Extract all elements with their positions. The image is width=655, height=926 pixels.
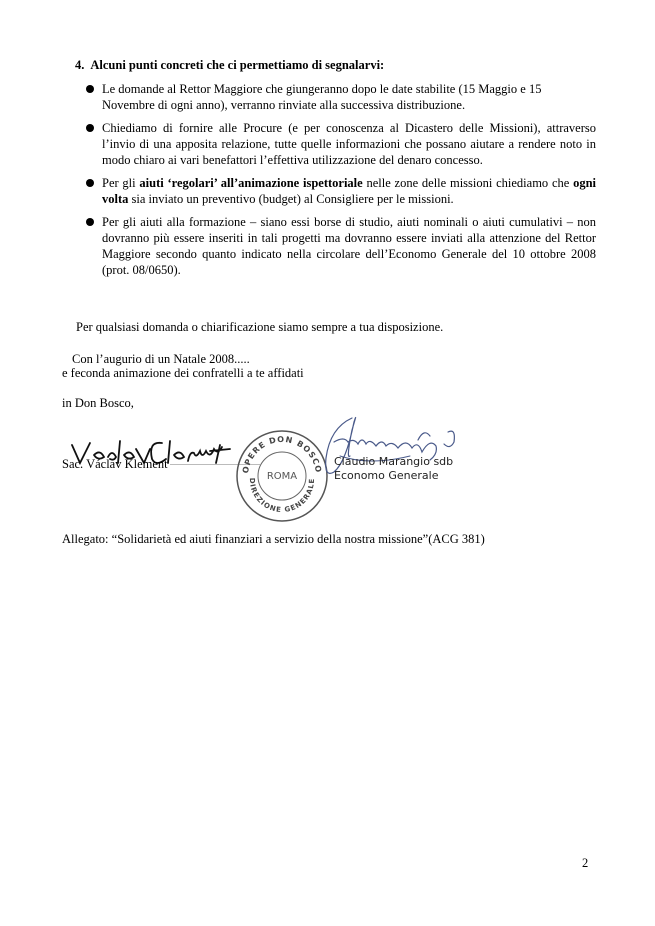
point-3-mid: nelle zone delle missioni chiediamo che [362, 176, 574, 190]
list-item [86, 81, 596, 113]
point-1-line-1: Le domande al Rettor Maggiore che giungeranno dopo le date stabilite (15 Maggio e 15 [102, 82, 542, 96]
marangio-signature-block [334, 455, 453, 483]
marangio-role: Economo Generale [334, 469, 439, 482]
availability-text: Per qualsiasi domanda o chiarificazione siamo sempre a tua disposizione. [76, 320, 444, 334]
point-1-line-2: Novembre di ogni anno), verranno rinviate alla successiva distribuzione. [102, 98, 466, 112]
klement-name: Sac. Václav Klement [62, 457, 168, 471]
points-list [86, 81, 596, 285]
section-title: Alcuni punti concreti che ci permettiamo di segnalarvi: [90, 58, 385, 72]
list-item [86, 175, 596, 207]
point-2-text: Chiediamo di fornire alle Procure (e per conoscenza al Dicastero delle Missioni), attraverso l’invio di una apposita relazione, tutte quelle informazioni che possano aiutare a rendere noto in modo chiaro ai vari benefattori l’effettiva utilizzazione del denaro concesso. [102, 121, 596, 167]
greeting: in Don Bosco, [62, 396, 134, 410]
page-number: 2 [582, 856, 589, 870]
attachment-note: Allegato: “Solidarietà ed aiuti finanziari a servizio della nostra missione”(ACG 381) [62, 532, 485, 546]
point-3-bold-2: ogni volta [102, 176, 597, 206]
stamp-top-text: OPERE DON BOSCO [240, 434, 324, 474]
stamp-center-text: ROMA [266, 471, 298, 482]
stamp-bottom-text: DIREZIONE GENERALE [247, 477, 317, 515]
bullet-icon [86, 85, 94, 93]
list-item [86, 120, 596, 168]
point-3-pre: Per gli [102, 176, 140, 190]
wish-continuation: e feconda animazione dei confratelli a te affidati [62, 366, 304, 380]
point-3-post: sia inviato un preventivo (budget) al Consigliere per le missioni. [128, 192, 454, 206]
section-heading [75, 58, 384, 73]
section-number: 4. [75, 58, 85, 72]
list-item [86, 214, 596, 278]
christmas-wish: Con l’augurio di un Natale 2008..... [72, 352, 250, 366]
point-4-text: Per gli aiuti alla formazione – siano essi borse di studio, aiuti nominali o aiuti cumulativi – non dovranno più essere inseriti in tali progetti ma dovranno essere inviati alla attenzione del Rettor Maggiore secondo quanto indicato nella circolare dell’Economo Generale del 10 ottobre 2008 (prot. 08/0650). [102, 215, 596, 277]
marangio-name: Claudio Marangio sdb [334, 455, 454, 468]
bullet-icon [86, 218, 94, 226]
bullet-icon [86, 179, 94, 187]
bullet-icon [86, 124, 94, 132]
point-3-bold-1: aiuti ‘regolari’ all’animazione ispettoriale [139, 176, 363, 190]
